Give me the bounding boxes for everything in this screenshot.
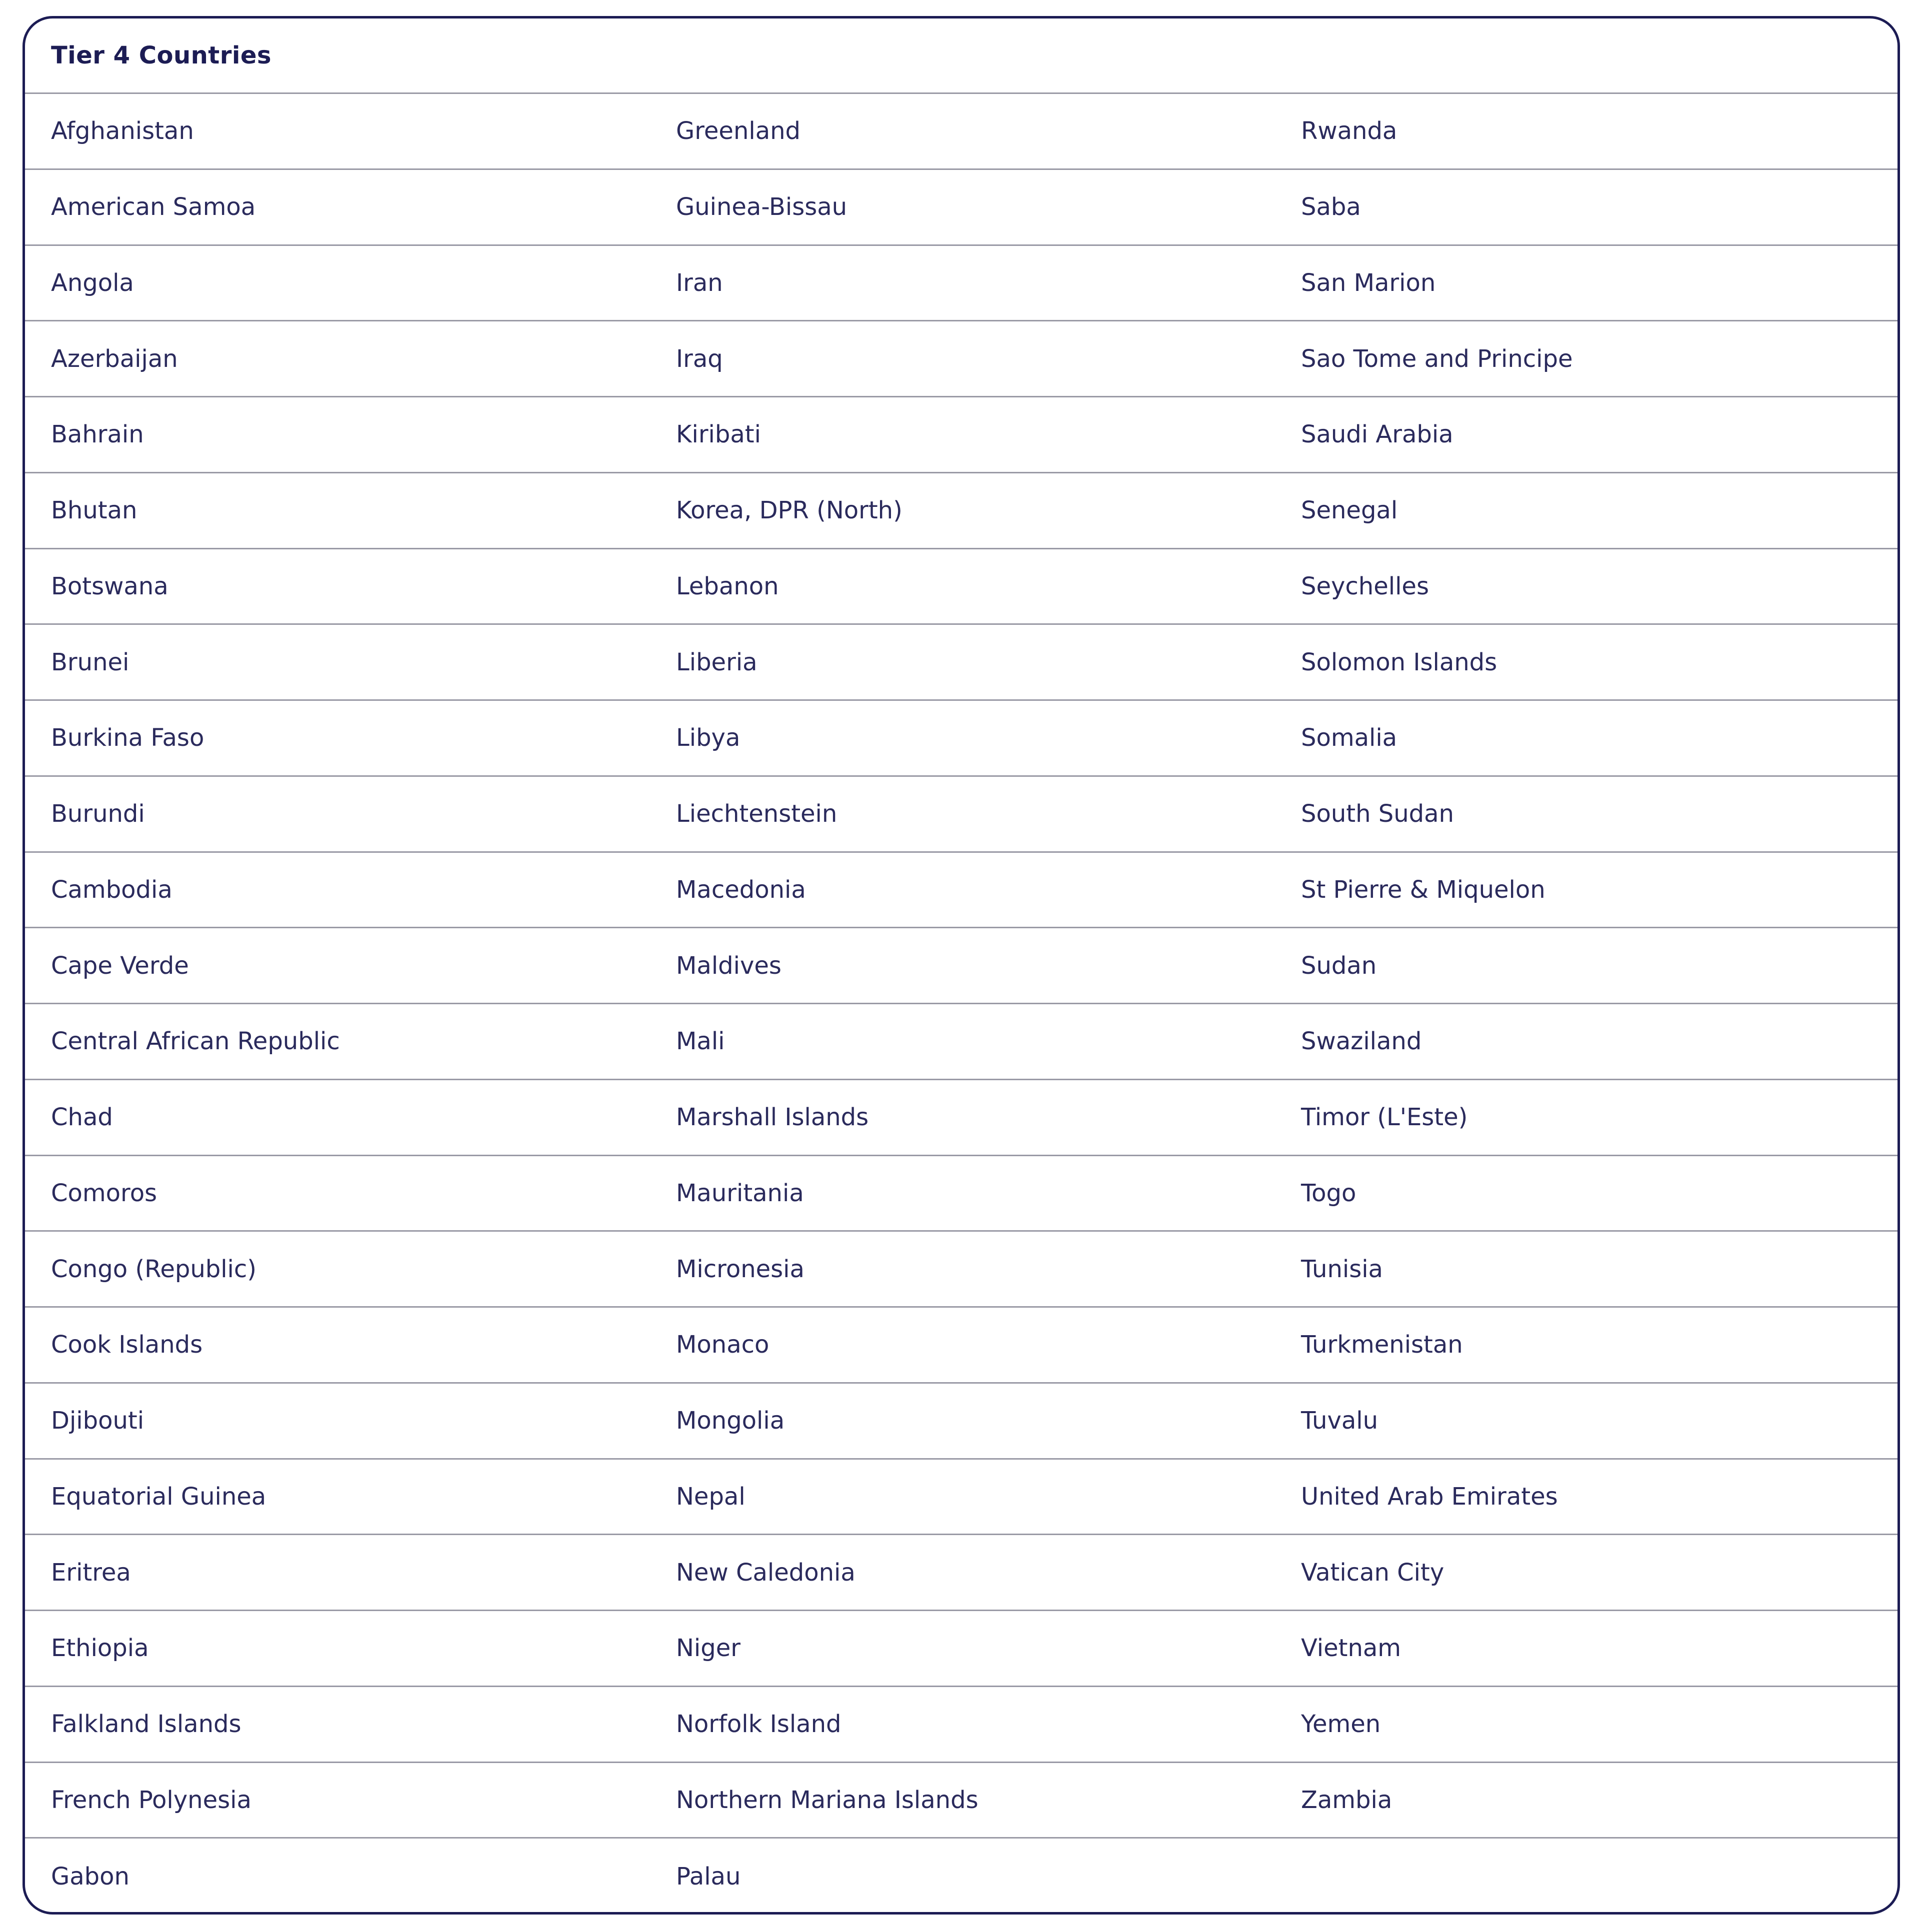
country-cell: Yemen	[1301, 1710, 1381, 1739]
country-cell: Lebanon	[676, 572, 779, 600]
country-cell: Burkina Faso	[51, 724, 204, 752]
table-row	[25, 1763, 1898, 1839]
country-cell: Vietnam	[1301, 1634, 1402, 1663]
country-cell: Azerbaijan	[51, 344, 178, 373]
country-cell: Iran	[676, 268, 723, 297]
country-cell: New Caledonia	[676, 1558, 856, 1587]
table-row	[25, 397, 1898, 473]
country-cell: Iraq	[676, 344, 723, 373]
country-cell: American Samoa	[51, 193, 256, 221]
country-cell: Tuvalu	[1301, 1407, 1378, 1435]
table-row	[25, 1080, 1898, 1156]
country-table	[22, 16, 1900, 1915]
table-row	[25, 170, 1898, 246]
country-cell: Brunei	[51, 648, 130, 676]
country-cell: Zambia	[1301, 1786, 1392, 1814]
table-row	[25, 701, 1898, 777]
country-cell: Palau	[676, 1863, 741, 1891]
country-cell: Togo	[1301, 1179, 1356, 1207]
country-cell: Liberia	[676, 648, 758, 676]
country-cell: Senegal	[1301, 496, 1398, 525]
table-row	[25, 625, 1898, 701]
country-cell: Congo (Republic)	[51, 1255, 256, 1283]
table-row	[25, 1308, 1898, 1384]
country-cell: Korea, DPR (North)	[676, 496, 902, 525]
country-cell: Burundi	[51, 800, 145, 828]
table-row	[25, 321, 1898, 397]
country-cell: Marshall Islands	[676, 1103, 869, 1132]
country-cell: Seychelles	[1301, 572, 1429, 600]
table-row	[25, 1460, 1898, 1536]
country-cell: Sudan	[1301, 951, 1377, 980]
table-body	[25, 94, 1898, 1915]
country-cell: Kiribati	[676, 420, 761, 449]
table-row	[25, 1839, 1898, 1915]
country-cell: French Polynesia	[51, 1786, 252, 1814]
table-title: Tier 4 Countries	[51, 41, 272, 69]
country-cell: Liechtenstein	[676, 800, 838, 828]
country-cell: Niger	[676, 1634, 740, 1663]
country-cell: Vatican City	[1301, 1558, 1444, 1587]
country-cell: Macedonia	[676, 875, 806, 904]
country-cell: Northern Mariana Islands	[676, 1786, 978, 1814]
country-cell: Monaco	[676, 1331, 770, 1359]
country-cell: Falkland Islands	[51, 1710, 242, 1739]
country-cell: Mauritania	[676, 1179, 804, 1207]
table-row	[25, 928, 1898, 1004]
country-cell: Guinea-Bissau	[676, 193, 848, 221]
country-cell: Maldives	[676, 951, 782, 980]
table-row	[25, 473, 1898, 549]
country-cell: Timor (L'Este)	[1301, 1103, 1468, 1132]
country-cell: United Arab Emirates	[1301, 1482, 1558, 1511]
country-cell: Gabon	[51, 1863, 130, 1891]
country-cell: Tunisia	[1301, 1255, 1383, 1283]
table-header	[25, 18, 1898, 94]
table-row	[25, 1535, 1898, 1611]
table-row	[25, 853, 1898, 929]
country-cell: Botswana	[51, 572, 168, 600]
table-row	[25, 1232, 1898, 1308]
table-row	[25, 1384, 1898, 1460]
country-cell: Comoros	[51, 1179, 158, 1207]
table-row	[25, 549, 1898, 625]
table-row	[25, 1004, 1898, 1080]
country-cell: Djibouti	[51, 1407, 144, 1435]
country-cell: Cook Islands	[51, 1331, 203, 1359]
country-cell: South Sudan	[1301, 800, 1454, 828]
country-cell: Greenland	[676, 117, 800, 145]
country-cell: Cambodia	[51, 875, 172, 904]
table-row	[25, 1611, 1898, 1687]
table-row	[25, 1687, 1898, 1763]
table-row	[25, 777, 1898, 853]
country-cell: Saudi Arabia	[1301, 420, 1454, 449]
country-cell: Bahrain	[51, 420, 144, 449]
country-cell: Ethiopia	[51, 1634, 149, 1663]
country-cell: Eritrea	[51, 1558, 131, 1587]
country-cell: Cape Verde	[51, 951, 189, 980]
table-row	[25, 246, 1898, 322]
country-cell: Rwanda	[1301, 117, 1398, 145]
country-cell: San Marion	[1301, 268, 1436, 297]
table-row	[25, 1156, 1898, 1232]
country-cell: Mongolia	[676, 1407, 785, 1435]
country-cell: Chad	[51, 1103, 113, 1132]
country-cell: Sao Tome and Principe	[1301, 344, 1573, 373]
country-cell: Norfolk Island	[676, 1710, 842, 1739]
country-cell: St Pierre & Miquelon	[1301, 875, 1546, 904]
table-row	[25, 94, 1898, 170]
country-cell: Libya	[676, 724, 740, 752]
country-cell: Bhutan	[51, 496, 138, 525]
country-cell: Somalia	[1301, 724, 1398, 752]
country-cell: Angola	[51, 268, 134, 297]
country-cell: Swaziland	[1301, 1027, 1422, 1056]
country-cell: Micronesia	[676, 1255, 804, 1283]
country-cell: Solomon Islands	[1301, 648, 1498, 676]
country-cell: Afghanistan	[51, 117, 194, 145]
country-cell: Mali	[676, 1027, 725, 1056]
country-cell: Turkmenistan	[1301, 1331, 1463, 1359]
country-cell: Equatorial Guinea	[51, 1482, 266, 1511]
country-cell: Nepal	[676, 1482, 746, 1511]
country-cell: Central African Republic	[51, 1027, 340, 1056]
country-cell: Saba	[1301, 193, 1361, 221]
